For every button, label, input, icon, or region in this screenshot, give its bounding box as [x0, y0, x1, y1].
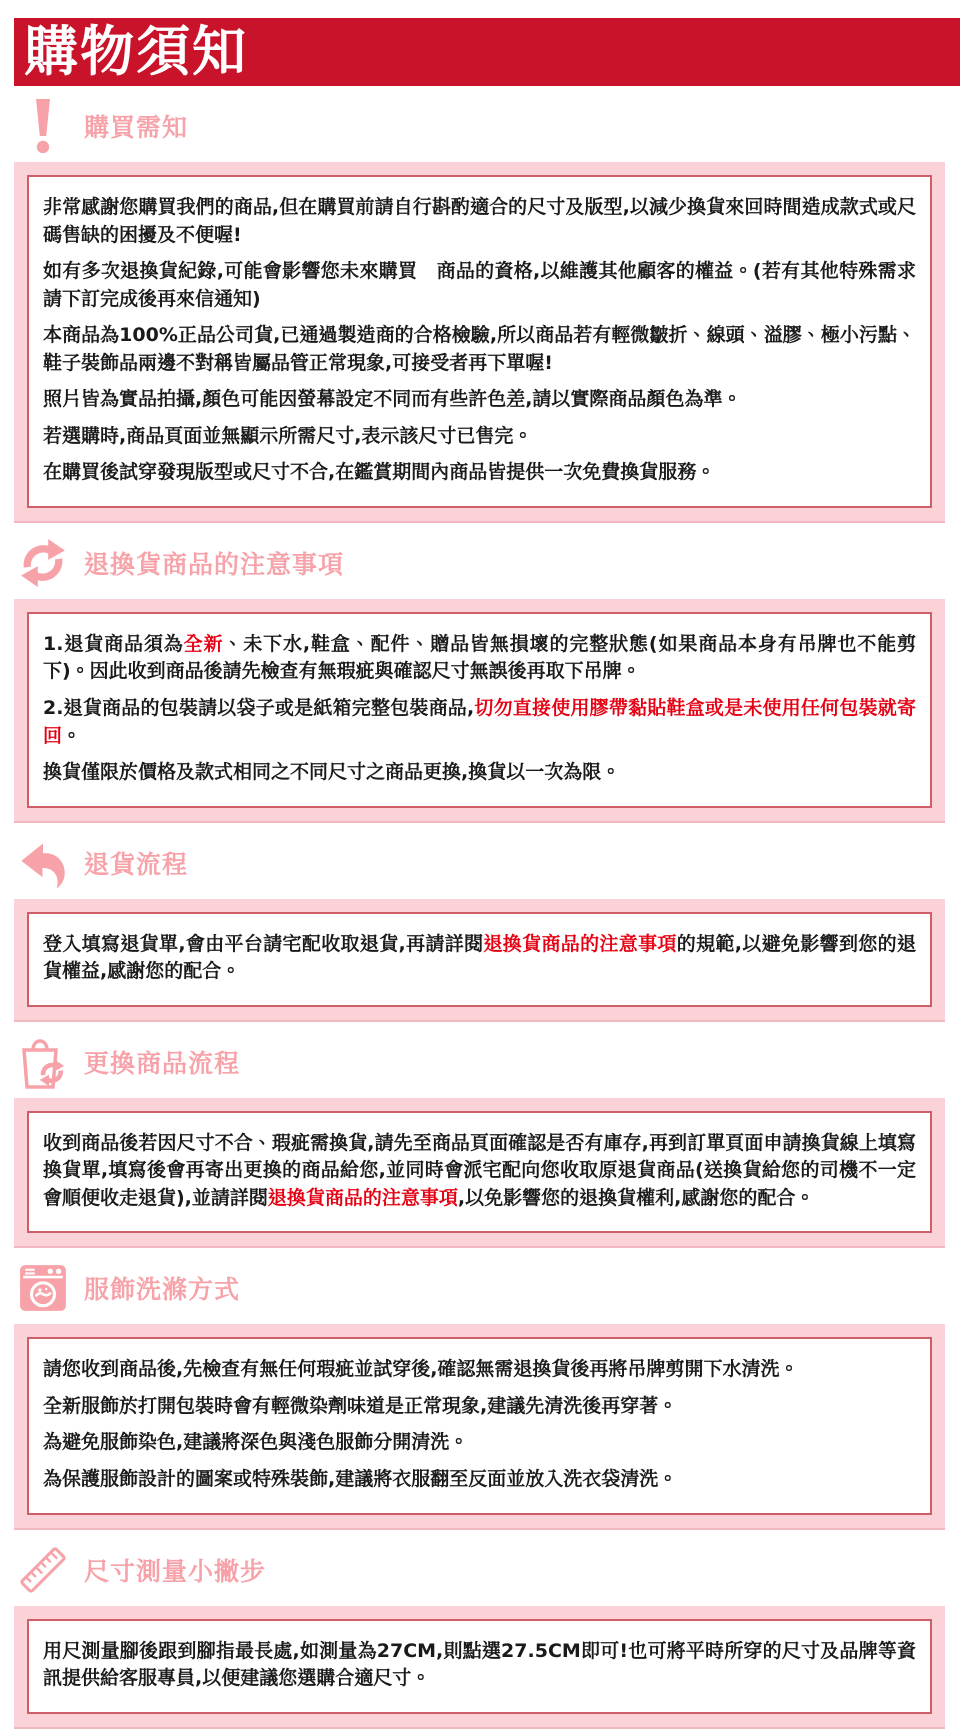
- notice-band: [14, 599, 945, 823]
- paragraph: 請您收到商品後,先檢查有無任何瑕疵並試穿後,確認無需退換貨後再將吊牌剪開下水清洗。: [43, 1358, 799, 1381]
- section-header: [16, 1542, 960, 1598]
- paragraph: 2.退貨商品的包裝請以袋子或是紙箱完整包裝商品,切勿直接使用膠帶黏貼鞋盒或是未使用任何包裝就寄回。: [43, 697, 916, 747]
- notice-box: [27, 175, 932, 508]
- notice-box: [27, 612, 932, 808]
- section-return-exchange-notes: [0, 535, 960, 823]
- refresh-icon: [16, 535, 70, 591]
- paragraph: 用尺測量腳後跟到腳指最長處,如測量為27CM,則點選27.5CM即可!也可將平時所穿的尺寸及品牌等資訊提供給客服專員,以便建議您選購合適尺寸。: [43, 1639, 916, 1690]
- return-arrow-icon: [16, 835, 70, 891]
- paragraph: 登入填寫退貨單,會由平台請宅配收取退貨,再請詳閱退換貨商品的注意事項的規範,以避免影響到您的退貨權益,感謝您的配合。: [43, 932, 916, 983]
- exclamation-icon: [16, 98, 70, 154]
- section-header: [16, 98, 960, 154]
- paragraph: 為避免服飾染色,建議將深色與淺色服飾分開清洗。: [43, 1431, 469, 1454]
- paragraph: 在購買後試穿發現版型或尺寸不合,在鑑賞期間內商品皆提供一次免費換貨服務。: [43, 461, 716, 484]
- notice-box: [27, 1111, 932, 1234]
- section-return-process: [0, 835, 960, 1022]
- section-exchange-process: [0, 1034, 960, 1249]
- section-header: [16, 1034, 960, 1090]
- section-washing-instructions: [0, 1260, 960, 1529]
- section-header: [16, 1260, 960, 1316]
- notice-band: [14, 1606, 945, 1729]
- section-purchase-notes: [0, 98, 960, 523]
- notice-band: [14, 1324, 945, 1529]
- notice-box: [27, 912, 932, 1007]
- section-header: [16, 535, 960, 591]
- paragraph: 若選購時,商品頁面並無顯示所需尺寸,表示該尺寸已售完。: [43, 424, 533, 447]
- bag-exchange-icon: [16, 1034, 70, 1090]
- section-title: 退貨流程: [84, 849, 189, 879]
- paragraph: 為保護服飾設計的圖案或特殊裝飾,建議將衣服翻至反面並放入洗衣袋清洗。: [43, 1468, 678, 1491]
- section-title: 更換商品流程: [84, 1048, 241, 1078]
- notice-band: [14, 899, 945, 1022]
- section-title: 購買需知: [84, 113, 189, 142]
- section-title: 退換貨商品的注意事項: [84, 549, 345, 579]
- notice-box: [27, 1337, 932, 1514]
- paragraph: 全新服飾於打開包裝時會有輕微染劑味道是正常現象,建議先清洗後再穿著。: [43, 1394, 678, 1417]
- section-size-measurement-tips: [0, 1542, 960, 1729]
- notice-band: [14, 1098, 945, 1249]
- paragraph: 非常感謝您購買我們的商品,但在購買前請自行斟酌適合的尺寸及版型,以減少換貨來回時間造成款式或尺碼售缺的困擾及不便喔!: [43, 196, 916, 246]
- paragraph: 本商品為100%正品公司貨,已通過製造商的合格檢驗,所以商品若有輕微皺折、線頭、溢膠、極小污點、鞋子裝飾品兩邊不對稱皆屬品管正常現象,可接受者再下單喔!: [43, 324, 916, 374]
- section-header: [16, 835, 960, 891]
- section-title: 尺寸測量小撇步: [84, 1556, 267, 1586]
- paragraph: 換貨僅限於價格及款式相同之不同尺寸之商品更換,換貨以一次為限。: [43, 761, 621, 784]
- page-title: 購物須知: [24, 20, 248, 83]
- ruler-icon: [16, 1542, 70, 1598]
- notice-band: [14, 162, 945, 523]
- washing-machine-icon: [16, 1260, 70, 1316]
- notice-box: [27, 1619, 932, 1714]
- paragraph: 照片皆為實品拍攝,顏色可能因螢幕設定不同而有些許色差,請以實際商品顏色為準。: [43, 388, 742, 411]
- paragraph: 如有多次退換貨紀錄,可能會影響您未來購買 商品的資格,以維護其他顧客的權益。(若有其他特殊需求請下訂完成後再來信通知): [43, 260, 916, 310]
- paragraph: 收到商品後若因尺寸不合、瑕疵需換貨,請先至商品頁面確認是否有庫存,再到訂單頁面申請換貨線上填寫換貨單,填寫後會再寄出更換的商品給您,並同時會派宅配向您收取原退貨商品(送換貨給您的司機不一定會順便收走退貨),並請詳閱退換貨商品的注意事項,以免影響您的退換貨權利,感謝您的配合。: [43, 1131, 916, 1209]
- paragraph: 1.退貨商品須為全新、未下水,鞋盒、配件、贈品皆無損壞的完整狀態(如果商品本身有吊牌也不能剪下)。因此收到商品後請先檢查有無瑕疵與確認尺寸無誤後再取下吊牌。: [43, 632, 916, 683]
- section-title: 服飾洗滌方式: [84, 1275, 241, 1305]
- page-header: [14, 18, 960, 86]
